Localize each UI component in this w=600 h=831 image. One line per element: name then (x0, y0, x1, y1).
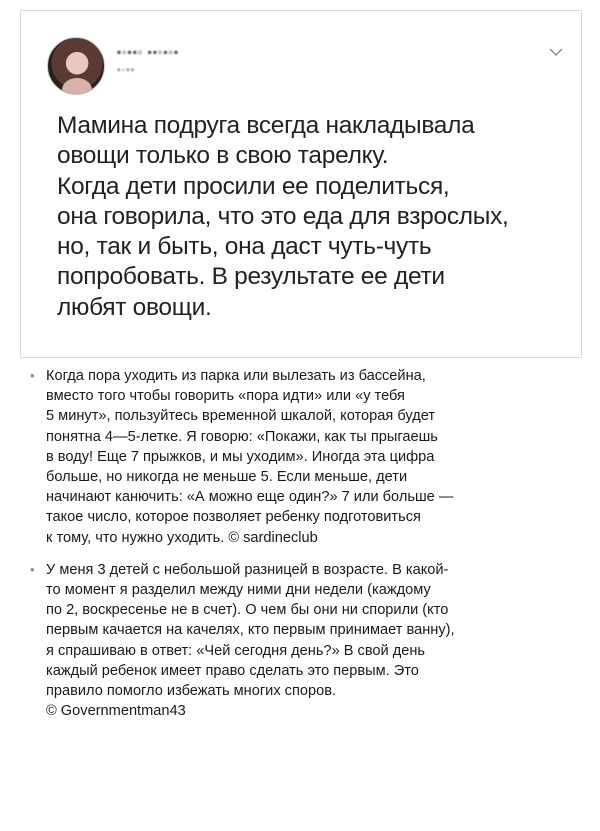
tip-line: понятна 4—5-летке. Я говорю: «Покажи, как ты прыгаешь (46, 428, 438, 445)
tip-line: начинают канючить: «А можно еще один?» 7 или больше — (46, 489, 454, 506)
bullet-dot: • (30, 561, 35, 577)
tweet-text-line: попробовать. В результате ее дети (57, 263, 445, 291)
tweet-text-line: Когда дети просили ее поделиться, (57, 172, 450, 200)
bullet-dot: • (30, 368, 35, 383)
list-item (30, 560, 590, 722)
chevron-down-icon[interactable] (549, 47, 563, 57)
tip-line: такое число, которое позволяет ребенку подготовиться (46, 509, 421, 526)
tweet-text-line: Мамина подруга всегда накладывала (57, 112, 475, 139)
tip-line: первым качается на качелях, кто первым принимает ванну), (46, 622, 455, 639)
list-item (30, 366, 590, 548)
tip-line: больше, но никогда не меньше 5. Если меньше, дети (46, 469, 408, 486)
tip-line: вместо того чтобы говорить «пора идти» или «у тебя (46, 388, 405, 405)
user-name[interactable]: ▪▫▪▪▫ ▪▪▫▪▫▪ (117, 45, 180, 59)
tips-list (30, 366, 590, 721)
tweet-text-line: она говорила, что это еда для взрослых, (57, 202, 509, 230)
tip-line: © Governmentman43 (46, 703, 186, 720)
tweet-card (20, 10, 582, 358)
tip-line: в воду! Еще 7 прыжков, и мы уходим». Иногда эта цифра (46, 448, 435, 465)
tip-line: правило помогло избежать многих споров. (46, 683, 337, 700)
tip-line: каждый ребенок имеет право сделать это первым. Это (46, 662, 419, 679)
tweet-text-line: любят овощи. (57, 293, 212, 321)
tweet-text-line: овощи только в свою тарелку. (57, 142, 389, 170)
tip-line: по 2, воскресенье не в счет). О чем бы они ни спорили (кто (46, 602, 449, 619)
tip-line: Когда пора уходить из парка или вылезать из бассейна, (46, 368, 426, 384)
avatar[interactable] (47, 37, 105, 95)
tip-line: к тому, что нужно уходить. © sardineclub (46, 529, 318, 546)
tip-line: У меня 3 детей с небольшой разницей в возрасте. В какой- (46, 561, 449, 578)
tweet-text-line: но, так и быть, она даст чуть-чуть (57, 233, 432, 261)
tip-line: то момент я разделил между ними дни недели (каждому (46, 582, 431, 599)
user-handle[interactable]: ▪▫▪▪ (117, 65, 136, 76)
tweet-text (57, 111, 557, 323)
tip-line: 5 минут», пользуйтесь временной шкалой, которая будет (46, 408, 436, 425)
tip-line: я спрашиваю в ответ: «Чей сегодня день?» В свой день (46, 642, 426, 659)
